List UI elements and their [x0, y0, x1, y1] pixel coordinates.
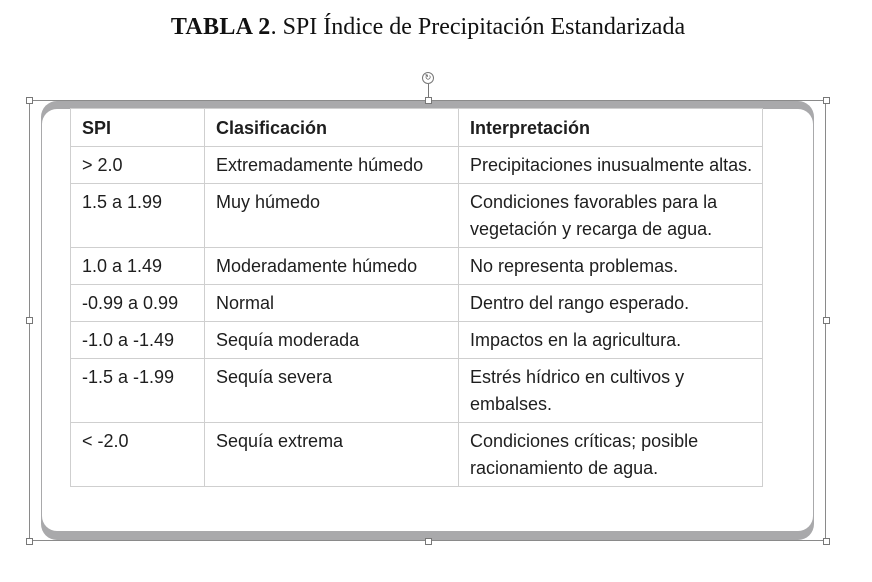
- table-row: [71, 359, 763, 423]
- cell-clasificacion: Extremadamente húmedo: [205, 147, 459, 184]
- cell-spi: < -2.0: [71, 423, 205, 487]
- cell-interpretacion: Estrés hídrico en cultivos y embalses.: [459, 359, 763, 423]
- cell-clasificacion: Sequía moderada: [205, 322, 459, 359]
- table-row: [71, 147, 763, 184]
- resize-handle-bottom[interactable]: [425, 538, 432, 545]
- resize-handle-top[interactable]: [425, 97, 432, 104]
- cell-interpretacion: Precipitaciones inusualmente altas.: [459, 147, 763, 184]
- cell-interpretacion: Condiciones favorables para la vegetación y recarga de agua.: [459, 184, 763, 248]
- cell-interpretacion: No representa problemas.: [459, 248, 763, 285]
- resize-handle-bottom-right[interactable]: [823, 538, 830, 545]
- document-title: [0, 14, 856, 41]
- resize-handle-bottom-left[interactable]: [26, 538, 33, 545]
- cell-interpretacion: Condiciones críticas; posible racionamiento de agua.: [459, 423, 763, 487]
- title-text: . SPI Índice de Precipitación Estandarizada: [270, 14, 686, 40]
- resize-handle-top-left[interactable]: [26, 97, 33, 104]
- cell-clasificacion: Moderadamente húmedo: [205, 248, 459, 285]
- resize-handle-right[interactable]: [823, 317, 830, 324]
- cell-clasificacion: Normal: [205, 285, 459, 322]
- cell-spi: 1.5 a 1.99: [71, 184, 205, 248]
- header-spi: SPI: [71, 109, 205, 147]
- cell-interpretacion: Impactos en la agricultura.: [459, 322, 763, 359]
- cell-clasificacion: Sequía extrema: [205, 423, 459, 487]
- cell-spi: 1.0 a 1.49: [71, 248, 205, 285]
- rotate-handle-icon[interactable]: ↻: [422, 72, 434, 84]
- table-row: [71, 184, 763, 248]
- cell-spi: > 2.0: [71, 147, 205, 184]
- spi-table: [70, 108, 763, 487]
- rotate-handle-stem: [428, 84, 429, 97]
- title-label: TABLA 2: [170, 14, 271, 40]
- header-interpretacion: Interpretación: [459, 109, 763, 147]
- header-clasificacion: Clasificación: [205, 109, 459, 147]
- cell-interpretacion: Dentro del rango esperado.: [459, 285, 763, 322]
- resize-handle-left[interactable]: [26, 317, 33, 324]
- cell-spi: -0.99 a 0.99: [71, 285, 205, 322]
- table-row: [71, 423, 763, 487]
- cell-clasificacion: Sequía severa: [205, 359, 459, 423]
- table-row: [71, 285, 763, 322]
- table-row: [71, 322, 763, 359]
- table-header-row: [71, 109, 763, 147]
- resize-handle-top-right[interactable]: [823, 97, 830, 104]
- table-row: [71, 248, 763, 285]
- cell-spi: -1.5 a -1.99: [71, 359, 205, 423]
- cell-spi: -1.0 a -1.49: [71, 322, 205, 359]
- cell-clasificacion: Muy húmedo: [205, 184, 459, 248]
